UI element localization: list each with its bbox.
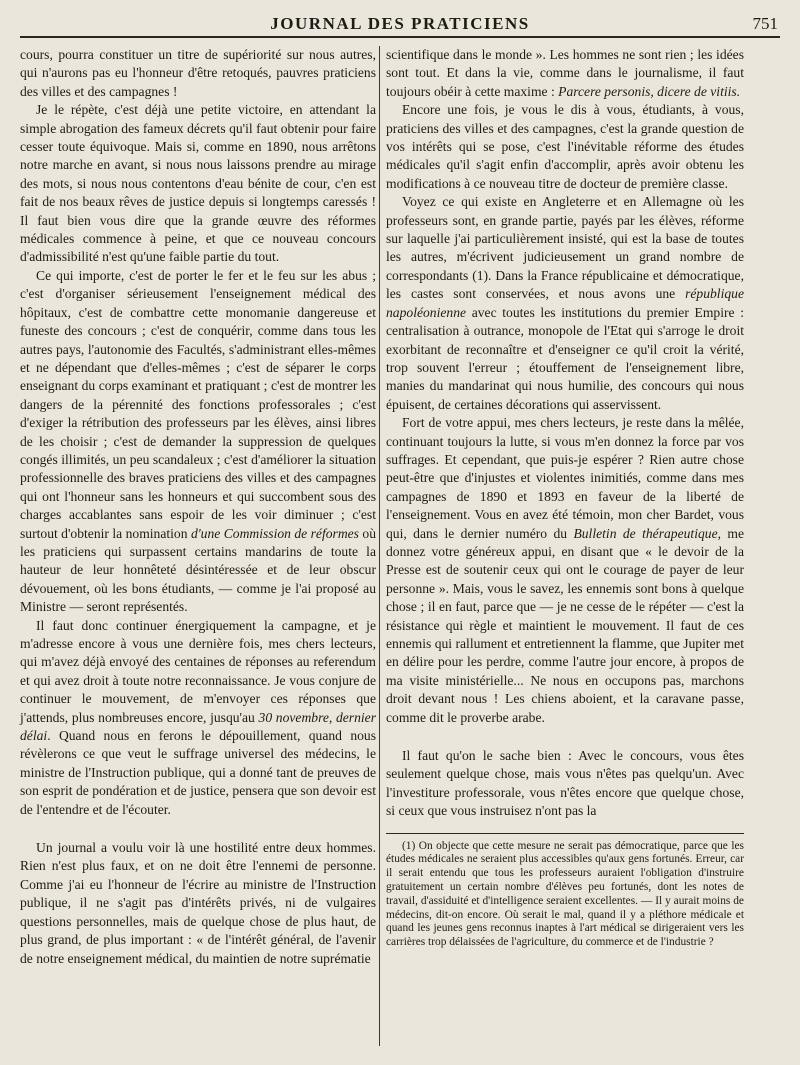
footnote-rule — [386, 833, 744, 834]
paragraph — [20, 617, 376, 819]
italic-phrase: d'une Commission de réformes — [190, 525, 359, 541]
italic-phrase: Bulletin de thérapeutique — [573, 525, 718, 541]
page-number: 751 — [752, 14, 778, 33]
paragraph: Encore une fois, je vous le dis à vous, étudiants, à vous, praticiens des villes et des campagnes, c'est la grande question de vos intérêts qui se pose, c'est l'inévitable réforme des études médicales qu'il s'agit enfin d'accomplir, après avoir obtenu les modifications à ce nouveau titre de docteur de première classe. — [386, 102, 744, 191]
running-header — [20, 14, 780, 38]
paragraph-text: avec toutes les institutions du premier Empire : centralisation à outrance, monopole de l'Etat qui s'arroge le droit exorbitant de reconnaître et d'enseigner ce qu'il croit la vérité, trop souvent l'erreur ; étouffement de l'enseignement libre, manies du mandarinat qui nous humilie, des concours qui nous épuisent, de certaines décorations qui asservissent. — [386, 304, 744, 412]
italic-phrase: 30 novembre, dernier délai — [20, 709, 376, 744]
footnote — [386, 840, 744, 950]
paragraph — [386, 414, 744, 727]
column-divider — [379, 46, 380, 1046]
italic-phrase: république napoléonienne — [386, 286, 744, 320]
left-column — [20, 46, 376, 968]
paragraph-text: où les praticiens qui surpassent certains mandarins de toute la hauteur de leur honnêteté désintéressée et de leur obscur dévouement, où les bons étudiants, — comme je l'ai proposé au Ministre — seront représentés. — [20, 525, 376, 615]
paragraph-text: Ce qui importe, c'est de porter le fer et le feu sur les abus ; c'est d'organiser sérieusement l'enseignement médical des hôpitaux, c'est de combattre cette monomanie dangereuse et funeste des concours ; c'est de conquérir, comme dans tous les autres pays, l'autonomie des Facultés, s'administrant elles-mêmes et ne dépendant que d'elles-mêmes ; c'est de séparer le corps enseignant du corps examinant et pratiquant ; c'est de montrer les dangers de la pérennité des fonctions professorales ; c'est d'exiger la rétribution des professeurs par les élèves, ainsi libres de les choisir ; c'est de demander la suppression de quelques congés illimités, un peu scandaleux ; c'est d'améliorer la situation professionnelle des braves praticiens des villes et des campagnes qui ont l'honneur sans les honneurs et qui succombent sous des charges accablantes sans espoir de les voir diminuer ; c'est surtout d'obtenir la nomination — [20, 267, 376, 541]
footnote-text: (1) On objecte que cette mesure ne serait pas démocratique, parce que les études médicales ne seraient plus accessibles qu'aux gens fortunés. Erreur, car il serait entendu que tous les professeurs auraient l'obligation d'instruire gratuitement un certain nombre d'élèves peu fortunés, dont les notes de travail, d'assiduité et d'intelligence seraient excellentes. — Il y aurait moins de médecins, dit-on encore. Où serait le mal, quand il y a pléthore médicale et quand les jeunes gens reconnus inaptes à l'art médical se dirigeraient vers les carrières trop délaissées de l'agriculture, du commerce et de l'industrie ? — [386, 839, 744, 949]
italic-phrase: Parcere personis, dicere de vitiis. — [558, 83, 741, 99]
paragraph-text: . Quand nous en ferons le dépouillement, quand nous révèlerons ce que veut le suffrage universel des médecins, le ministre de l'Instruction publique, qui a donné tant de preuves de son esprit de pondération et de justice, pensera que son devoir est de l'entendre et de l'écouter. — [20, 728, 376, 817]
paragraph-text: Fort de votre appui, mes chers lecteurs, je reste dans la mêlée, continuant toujours la lutte, si vous m'en donnez la force par vos suffrages. Et cependant, que puis-je espérer ? Rien autre chose peut-être que d'injustes et violentes inimitiés, comme dans mes campagnes de 1890 et 1893 en faveur de la liberté de l'enseignement. Vous en avez été témoin, mon cher Bardet, vous qui, dans le dernier numéro du — [386, 415, 744, 541]
paragraph-text: , me donnez votre généreux appui, en disant que « le devoir de la Presse est de soutenir ceux qui ont le courage de payer de leur personne ». Mais, vous le savez, les ennemis sont bons à quelque chose ; il en faut, parce que — je ne cesse de le répéter — c'est la résistance qui règle et maintient le mouvement. Il faut de ces ennemis qui rallument et entretiennent la flamme, que Jupiter met en délire pour les perdre, comme l'autre jour encore, à propos de ma visite ministérielle... Ne nous en occupons pas, marchons droit devant nous ! Les chiens aboient, et la caravane passe, comme dit le proverbe arabe. — [386, 525, 745, 725]
right-column — [386, 46, 744, 950]
paragraph: Un journal a voulu voir là une hostilité entre deux hommes. Rien n'est plus faux, et on ne doit être l'ennemi de personne. Comme j'ai eu l'honneur de l'écrire au ministre de l'Instruction publique, il ne s'agit pas d'intérêts privés, ni de vulgaires questions personnelles, mais de quelque chose de plus haut, de plus grand, de plus important : « de l'intérêt général, de l'avenir de notre enseignement médical, du maintien de notre suprématie — [20, 840, 376, 966]
paragraph — [386, 46, 744, 101]
paragraph: cours, pourra constituer un titre de supériorité sur nous autres, qui n'aurons pas eu l'honneur d'être retoqués, pauvres praticiens des villes et des campagnes ! — [20, 47, 376, 99]
journal-title: JOURNAL DES PRATICIENS — [270, 14, 530, 33]
paragraph-text: Il faut donc continuer énergiquement la campagne, et je m'adresse encore à vous une dernière fois, mes chers lecteurs, qui m'avez déjà envoyé des centaines de réponses au referendum et qui avez droit à toute notre reconnaissance. Je vous conjure de continuer le mouvement, de m'envoyer ces réponses que j'attends, plus nombreuses encore, jusqu'au — [20, 617, 376, 725]
paragraph — [20, 267, 376, 617]
paragraph: Il faut qu'on le sache bien : Avec le concours, vous êtes seulement quelque chose, mais vous n'êtes pas quelqu'un. Avec l'investiture professorale, vous n'êtes encore que quelque chose, si ceux que vous instruisez n'ont pas la — [386, 748, 744, 819]
paragraph-text: scientifique dans le monde ». Les hommes ne sont rien ; les idées sont tout. Et dans la vie, comme dans le journalisme, il faut toujours obéir à cette maxime : — [386, 47, 744, 99]
paragraph — [386, 193, 744, 414]
paragraph: Je le répète, c'est déjà une petite victoire, en attendant la simple abrogation des fameux décrets qu'il faut obtenir pour faire cesser toute équivoque. Mais si, comme en 1890, nous arrêtons notre marche en avant, si nous nous laissons prendre au mirage des mots, si nous nous contentons d'eau bénite de cour, c'en est fait de nos beaux rêves de justice depuis si longtemps caressés ! Il faut bien vous dire que la grande œuvre des réformes médicales commence à peine, et que ce nouveau concours d'admissibilité n'est qu'une faible partie du tout. — [20, 102, 376, 265]
paragraph-text: Voyez ce qui existe en Angleterre et en Allemagne où les professeurs sont, en grande partie, payés par les élèves, réforme sur laquelle j'ai particulièrement insisté, qui est la base de toutes les autres, m'écrivent judicieusement un grand nombre de correspondants (1). Dans la France républicaine et démocratique, les castes sont conservées, et nous avons une — [386, 194, 744, 302]
